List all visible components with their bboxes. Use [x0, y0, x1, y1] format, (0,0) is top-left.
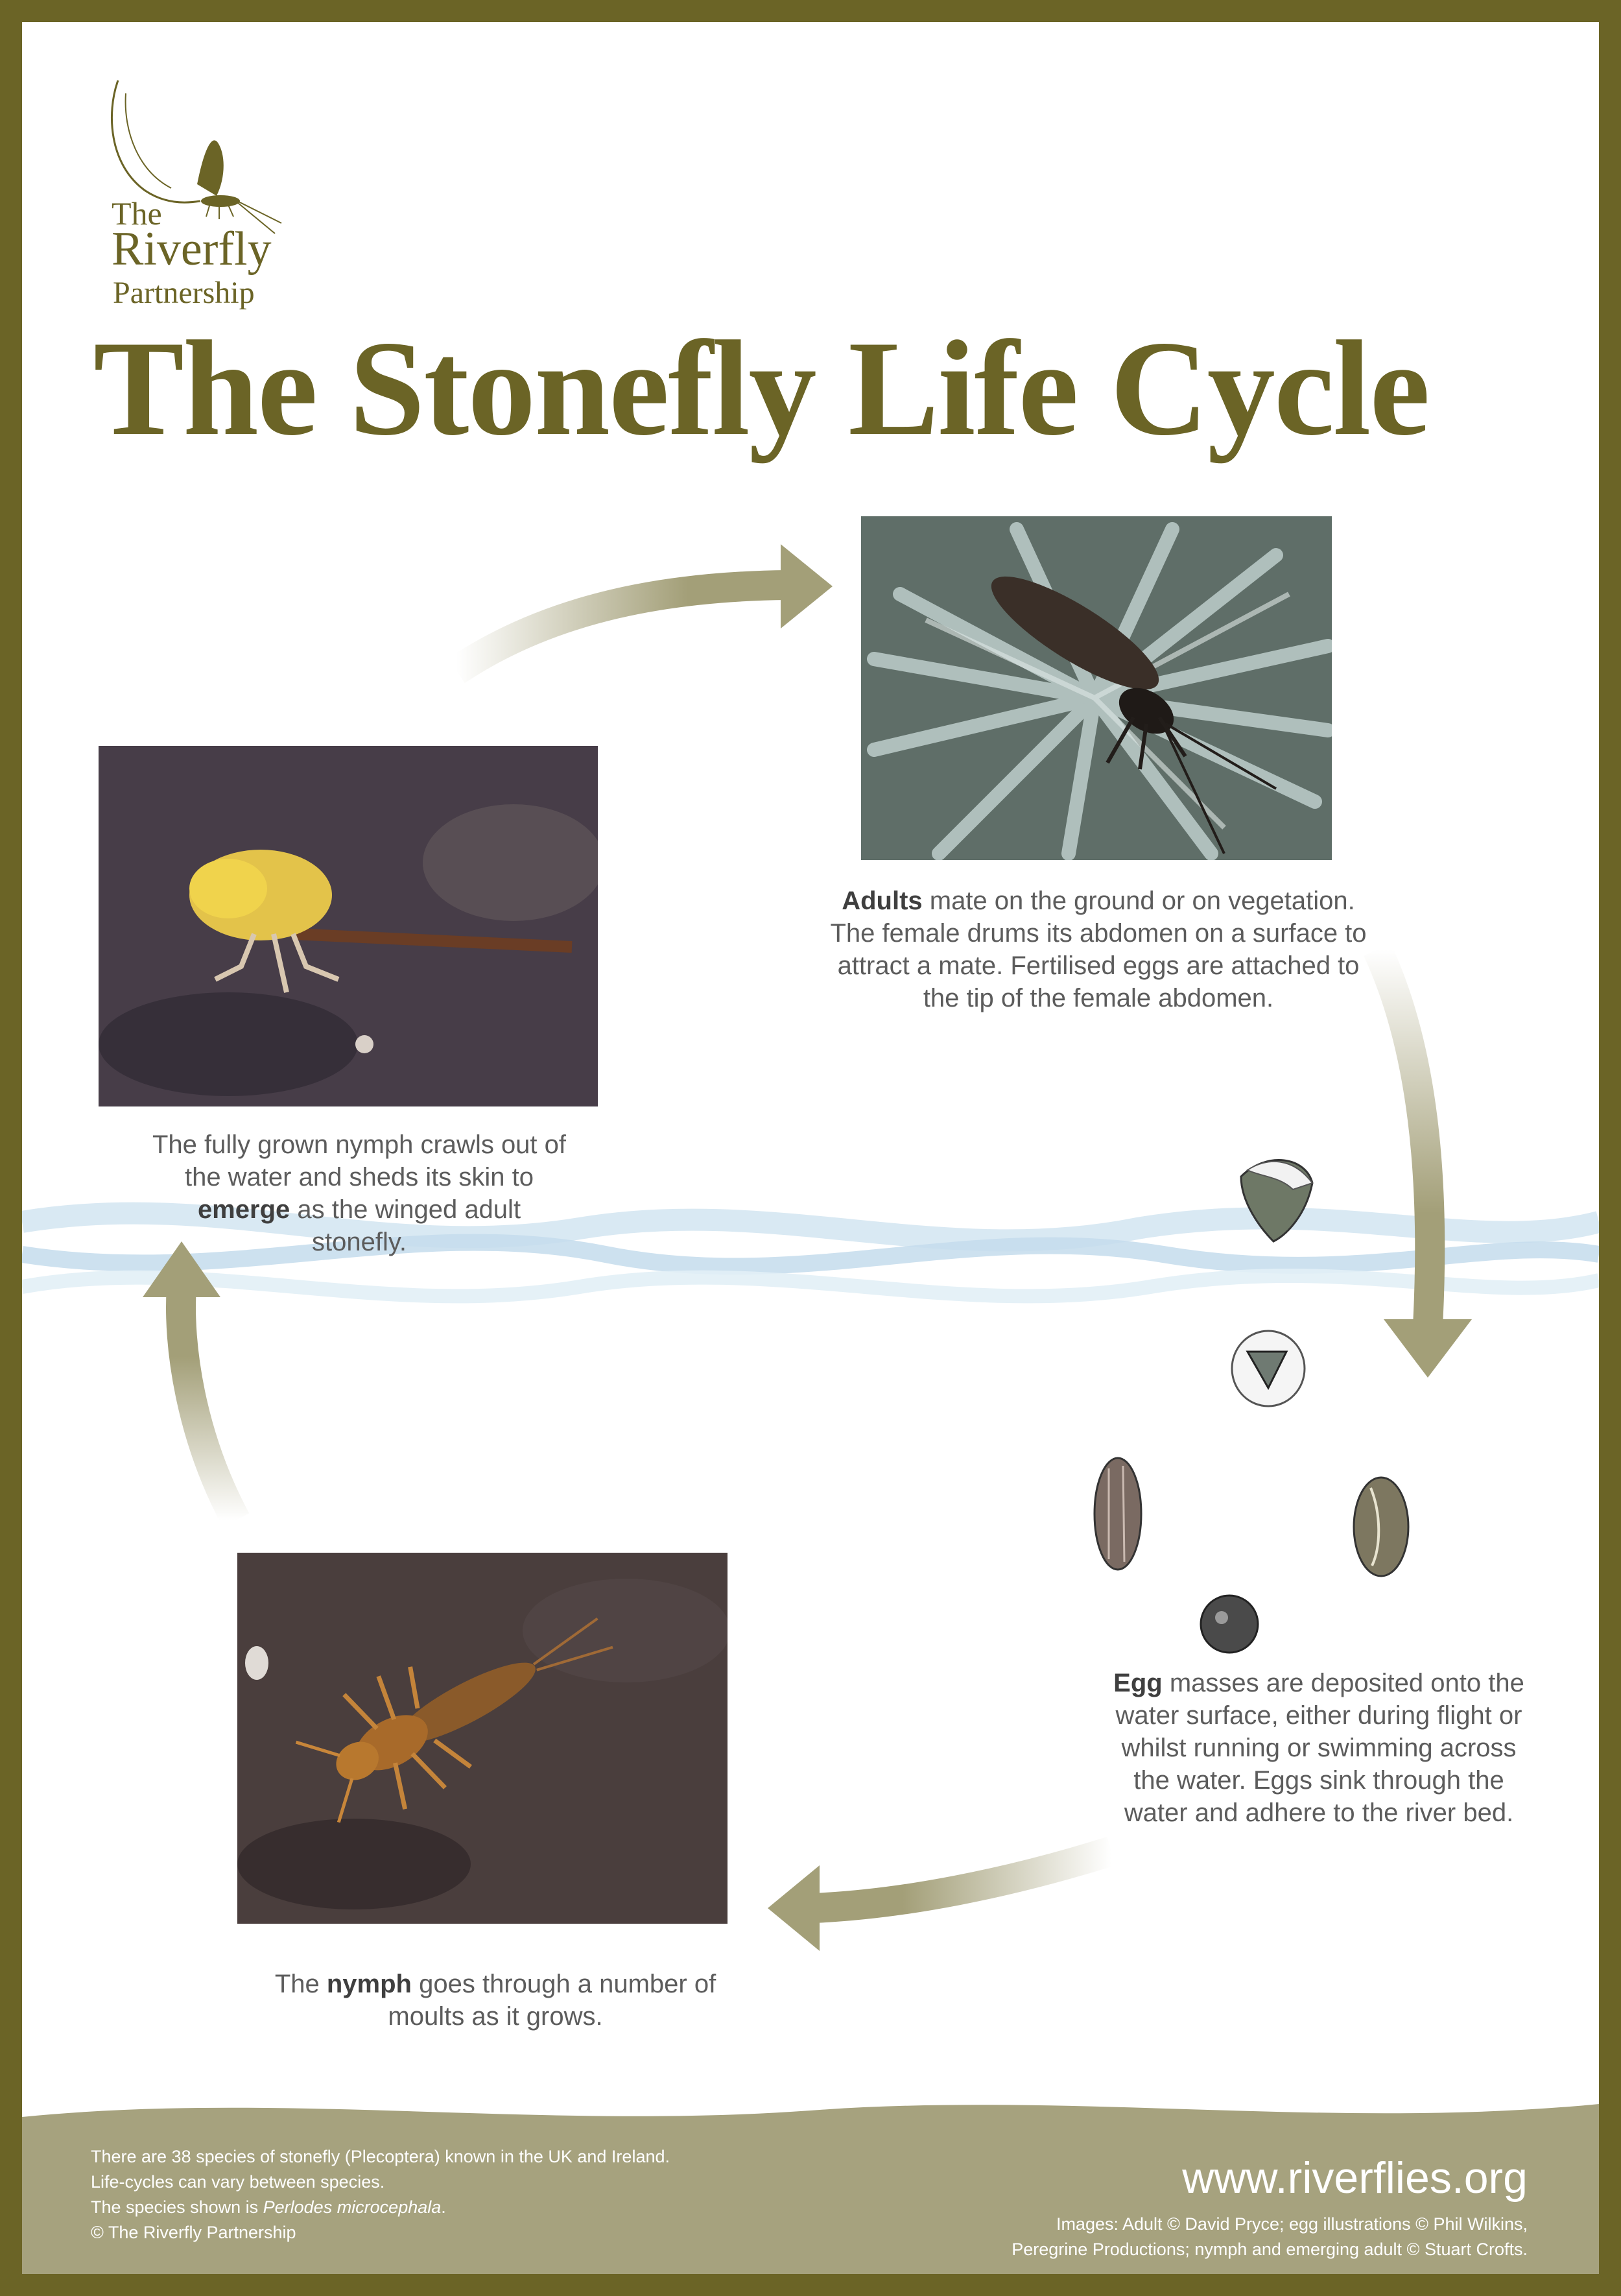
adult-caption [826, 885, 1371, 1014]
emerge-caption [152, 1129, 567, 1258]
egg-illustration-4 [1354, 1477, 1408, 1576]
footer-note-species-count: There are 38 species of stonefly (Plecoptera) known in the UK and Ireland. [91, 2147, 670, 2166]
footer-note-species-shown [91, 2195, 670, 2220]
egg-illustration-2 [1232, 1331, 1305, 1406]
logo-the-text: The [112, 195, 162, 232]
egg-illustration-5 [1201, 1596, 1258, 1653]
footer-note-prefix: The species shown is [91, 2197, 263, 2217]
egg-illustration-3 [1094, 1458, 1141, 1570]
egg-caption-text: masses are deposited onto the water surface, either during flight or whilst running or swimming across the water. Eggs sink through the water and adhere to the river bed. [1115, 1669, 1524, 1827]
nymph-caption-bold: nymph [326, 1970, 412, 1998]
arrow-bottom [768, 1851, 1111, 1951]
nymph-caption-after: goes through a number of moults as it grows. [388, 1970, 716, 2031]
website-link[interactable]: www.riverflies.org [1182, 2153, 1528, 2203]
egg-caption-bold: Egg [1113, 1669, 1163, 1697]
egg-caption [1111, 1667, 1526, 1829]
nymph-caption-before: The [274, 1970, 327, 1998]
egg-illustrations [22, 22, 1599, 1656]
poster [22, 22, 1599, 2274]
adult-caption-bold: Adults [842, 887, 923, 915]
footer-notes [91, 2144, 670, 2245]
image-credits [1012, 2212, 1528, 2262]
footer-note-species-name: Perlodes microcephala [263, 2197, 442, 2217]
emerge-caption-after: as the winged adult stonefly. [290, 1195, 521, 1256]
footer-copyright: © The Riverfly Partnership [91, 2223, 296, 2242]
footer-note-suffix: . [441, 2197, 446, 2217]
logo-partnership-text: Partnership [113, 276, 255, 310]
image-credits-line-2: Peregrine Productions; nymph and emerging adult © Stuart Crofts. [1012, 2240, 1528, 2259]
nymph-caption [268, 1968, 722, 2033]
image-credits-line-1: Images: Adult © David Pryce; egg illustrations © Phil Wilkins, [1056, 2214, 1528, 2234]
page-title: The Stonefly Life Cycle [93, 313, 1429, 464]
footer-note-variation: Life-cycles can vary between species. [91, 2172, 385, 2192]
emerge-caption-before: The fully grown nymph crawls out of the water and sheds its skin to [152, 1130, 567, 1191]
emerge-caption-bold: emerge [197, 1195, 290, 1224]
adult-caption-text: mate on the ground or on vegetation. The female drums its abdomen on a surface to attract a mate. Fertilised eggs are attached to the tip of the female abdomen. [830, 887, 1367, 1012]
egg-illustration-1 [1241, 1160, 1312, 1241]
logo-riverfly-text: Riverfly [112, 222, 272, 276]
